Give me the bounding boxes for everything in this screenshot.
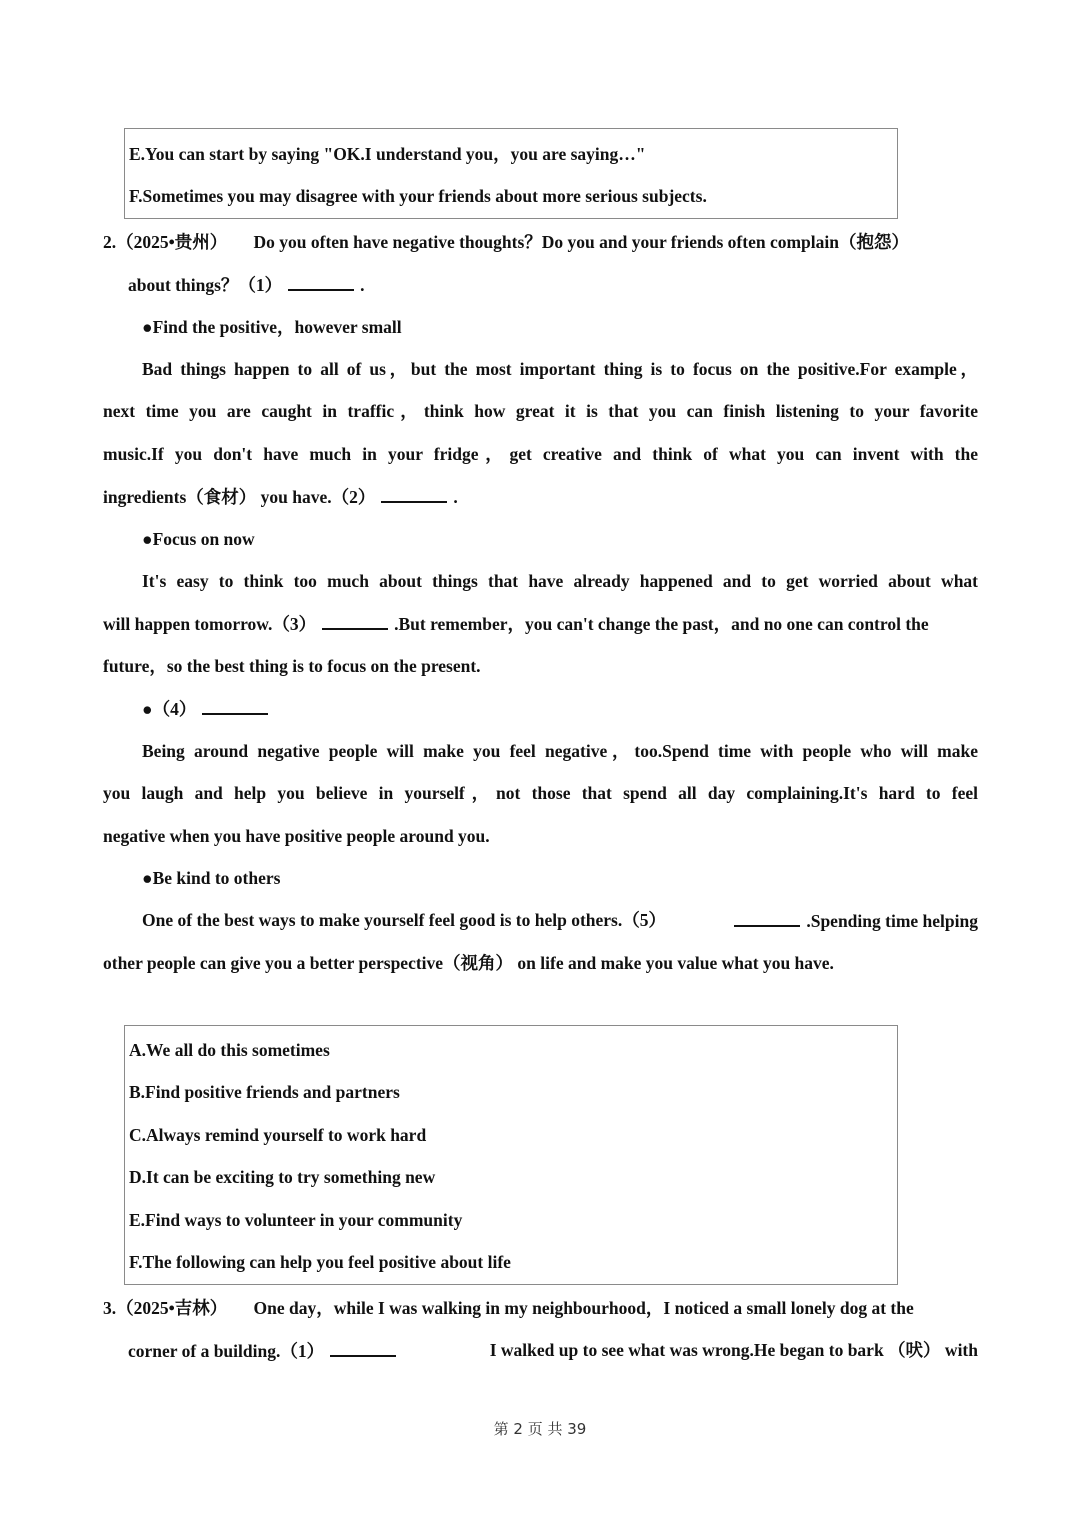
q3-header: 3.（2025•吉林） One day，while I was walking in my neighbourhood，I noticed a small lonely dog at the bbox=[103, 1298, 914, 1318]
blank-2[interactable] bbox=[381, 485, 447, 503]
p4-line1-rest: .Spending time helping bbox=[806, 911, 978, 931]
q2-line2-text: about things？（1） bbox=[128, 275, 283, 295]
q3-line2-rest: I walked up to see what was wrong.He began to bark （吠） with bbox=[489, 1340, 978, 1360]
option-b: B.Find positive friends and partners bbox=[129, 1082, 400, 1102]
p4-line1-text: One of the best ways to make yourself feel good is to help others.（5） bbox=[142, 910, 666, 930]
p3-line1: Being around negative people will make you feel negative，too.Spend time with people who will make bbox=[142, 741, 978, 761]
p1-line3: music.If you don't have much in your fridge，get creative and think of what you can invent with the bbox=[103, 444, 978, 464]
heading-be-kind: ●Be kind to others bbox=[142, 868, 281, 888]
option-a: A.We all do this sometimes bbox=[129, 1040, 330, 1060]
p2-line2 bbox=[103, 612, 929, 635]
blank-5[interactable] bbox=[734, 909, 800, 927]
option-f: F.The following can help you feel positive about life bbox=[129, 1252, 511, 1272]
p1-line2: next time you are caught in traffic，think how great it is that you can finish listening to your favorite bbox=[103, 401, 978, 421]
option-c: C.Always remind yourself to work hard bbox=[129, 1125, 427, 1145]
p1-line4-period: . bbox=[453, 487, 458, 507]
p1-line4-text: ingredients（食材） you have.（2） bbox=[103, 487, 376, 507]
heading-find-positive: ●Find the positive，however small bbox=[142, 317, 402, 337]
p2-line1: It's easy to think too much about things that have already happened and to get worried about what bbox=[142, 571, 978, 591]
option-e: E.Find ways to volunteer in your community bbox=[129, 1210, 463, 1230]
options-box-q2 bbox=[124, 1025, 898, 1285]
p2-line3: future，so the best thing is to focus on the present. bbox=[103, 656, 481, 676]
blank-q3-1[interactable] bbox=[330, 1339, 396, 1357]
page-footer: 第 2 页 共 39 bbox=[493, 1420, 587, 1438]
blank-1[interactable] bbox=[288, 273, 354, 291]
option-e: E.You can start by saying "OK.I understand you，you are saying…" bbox=[129, 144, 646, 164]
p3-line2: you laugh and help you believe in yourself，not those that spend all day complaining.It's hard to feel bbox=[103, 783, 978, 803]
p4-line1 bbox=[142, 909, 978, 932]
p4-line2: other people can give you a better perspective（视角） on life and make you value what you have. bbox=[103, 953, 834, 973]
options-box-q1 bbox=[124, 128, 898, 219]
q2-line2 bbox=[128, 273, 365, 296]
p2-line2-rest: .But remember，you can't change the past，and no one can control the bbox=[394, 614, 929, 634]
p3-line3: negative when you have positive people around you. bbox=[103, 826, 490, 846]
option-f: F.Sometimes you may disagree with your friends about more serious subjects. bbox=[129, 186, 707, 206]
heading-focus-now: ●Focus on now bbox=[142, 529, 255, 549]
q3-line2 bbox=[128, 1339, 978, 1362]
q2-line2-period: . bbox=[360, 275, 365, 295]
heading-blank-4 bbox=[142, 697, 274, 720]
p1-line1: Bad things happen to all of us，but the most important thing is to focus on the positive.For example， bbox=[142, 359, 978, 379]
q3-line2-text: corner of a building.（1） bbox=[128, 1341, 325, 1361]
heading-4-text: ●（4） bbox=[142, 699, 197, 719]
option-d: D.It can be exciting to try something new bbox=[129, 1167, 436, 1187]
q2-header: 2.（2025•贵州） Do you often have negative thoughts？Do you and your friends often complain（抱怨） bbox=[103, 232, 909, 252]
p1-line4 bbox=[103, 485, 458, 508]
blank-3[interactable] bbox=[322, 612, 388, 630]
p2-line2-text: will happen tomorrow.（3） bbox=[103, 614, 317, 634]
blank-4[interactable] bbox=[202, 697, 268, 715]
